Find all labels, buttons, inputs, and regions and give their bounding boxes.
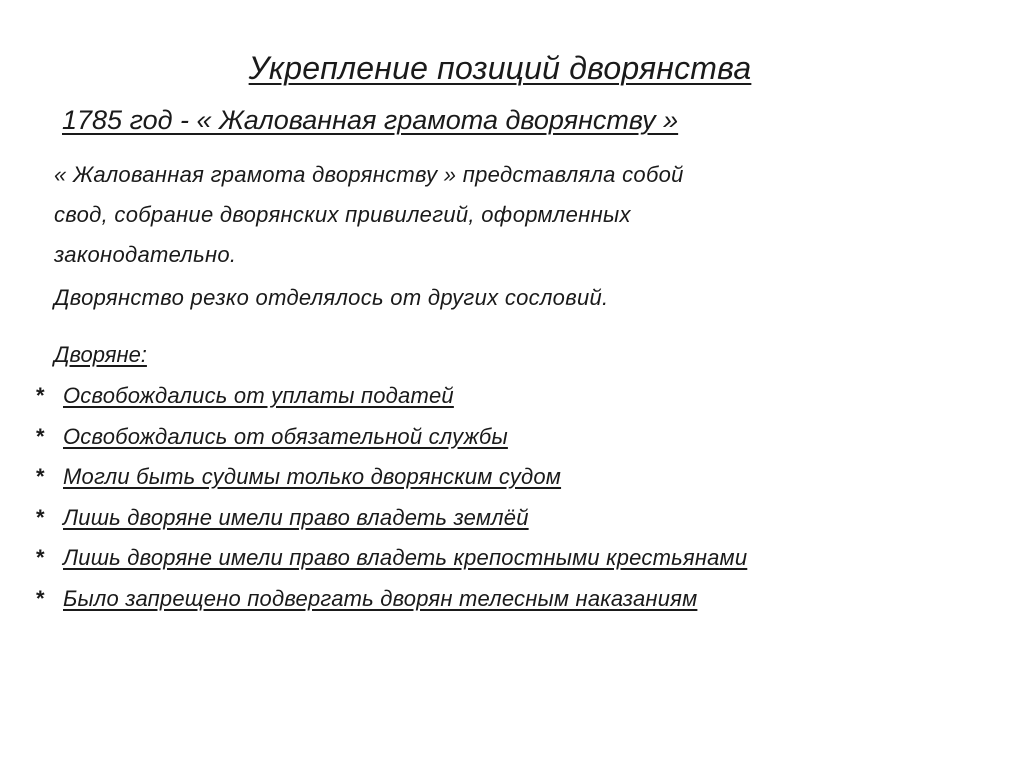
paragraph-line-2: свод, собрание дворянских привилегий, оформленных [54, 202, 631, 227]
asterisk-bullet-icon: * [36, 545, 45, 570]
list-item-text: Лишь дворяне имели право владеть землёй [63, 504, 529, 530]
list-heading: Дворяне: [54, 342, 147, 367]
slide-subtitle: 1785 год - « Жалованная грамота дворянству » [62, 105, 679, 135]
statement-text: Дворянство резко отделялось от других сословий. [54, 285, 609, 310]
asterisk-bullet-icon: * [36, 423, 45, 449]
list-item-text: Лишь дворяне имели право владеть крепостными крестьянами [63, 545, 748, 570]
list-item-text: Освобождались от обязательной службы [63, 423, 508, 449]
asterisk-bullet-icon: * [36, 585, 45, 611]
paragraph-line-1: « Жалованная грамота дворянству » представляла собой [54, 162, 684, 187]
list-item-text: Могли быть судимы только дворянским судом [63, 464, 562, 489]
list-item [36, 504, 747, 545]
privileges-list [36, 382, 747, 625]
asterisk-bullet-icon: * [36, 383, 45, 408]
list-item [36, 463, 747, 504]
slide-title: Укрепление позиций дворянства [248, 50, 752, 86]
list-item [36, 382, 747, 423]
list-item-text: Было запрещено подвергать дворян телесным наказаниям [63, 585, 698, 611]
list-item [36, 585, 747, 626]
list-item [36, 423, 747, 464]
list-item [36, 544, 747, 585]
paragraph-line-3: законодательно. [54, 242, 237, 267]
list-item-text: Освобождались от уплаты податей [63, 383, 454, 408]
asterisk-bullet-icon: * [36, 504, 45, 530]
asterisk-bullet-icon: * [36, 464, 45, 489]
